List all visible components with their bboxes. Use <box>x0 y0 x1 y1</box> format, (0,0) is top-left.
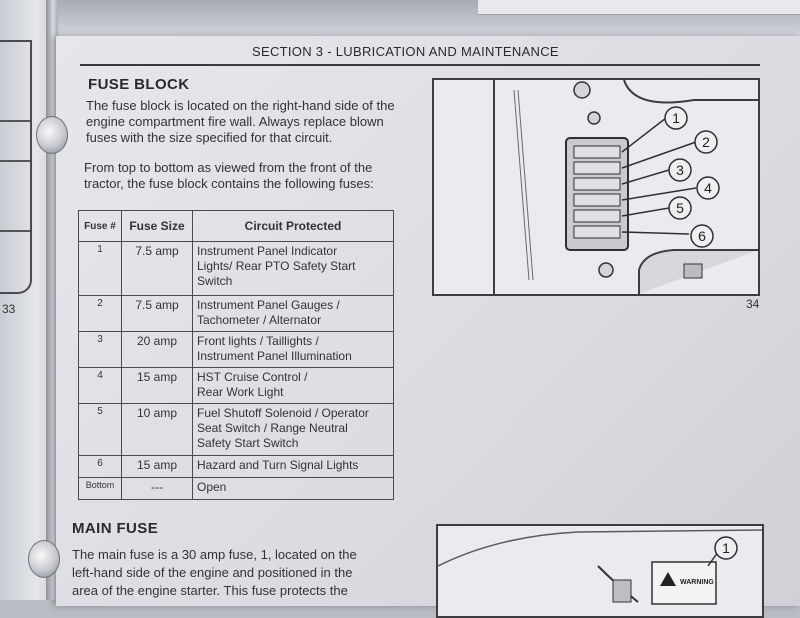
binder-ring-hole-icon <box>36 116 68 154</box>
text-line: area of the engine starter. This fuse protects the <box>72 583 348 598</box>
figure-line <box>0 230 30 232</box>
circuit-cell <box>193 332 394 368</box>
table-header-row <box>79 211 394 242</box>
fuse-number-cell: 5 <box>79 404 122 456</box>
circuit-line: Hazard and Turn Signal Lights <box>197 458 359 472</box>
table-row <box>79 332 394 368</box>
binder-ring-hole-icon <box>28 540 60 578</box>
table-row <box>79 368 394 404</box>
leader-line <box>622 118 666 152</box>
circuit-line: Safety Start Switch <box>197 436 299 450</box>
circuit-cell <box>193 242 394 296</box>
figure-line <box>0 160 30 162</box>
panel-edge-line <box>518 90 533 280</box>
main-fuse-illustration <box>438 526 762 616</box>
callout-label: 1 <box>672 110 680 126</box>
column-header-fuse-number: Fuse # <box>79 211 122 242</box>
text-line: The main fuse is a 30 amp fuse, 1, located on the <box>72 547 357 562</box>
fuse-number-cell: 4 <box>79 368 122 404</box>
circuit-line: HST Cruise Control / <box>197 370 308 384</box>
fuse-block-illustration <box>434 80 758 294</box>
column-header-circuit-protected: Circuit Protected <box>193 211 394 242</box>
panel-edge-line <box>624 80 758 103</box>
callout-label: 4 <box>704 180 712 196</box>
fuse-slot <box>574 210 620 222</box>
circuit-cell <box>193 456 394 478</box>
fuse-size-cell: --- <box>122 478 193 500</box>
circuit-cell <box>193 478 394 500</box>
fuse-block-paragraph-1 <box>86 98 395 146</box>
warning-decal-label: WARNING <box>680 579 714 586</box>
callout-5 <box>669 197 691 219</box>
callout-2 <box>695 131 717 153</box>
fuse-slot <box>574 178 620 190</box>
text-line: engine compartment fire wall. Always replace blown <box>86 114 384 129</box>
panel-edge-line <box>514 90 529 280</box>
table-row <box>79 404 394 456</box>
circuit-line: Tachometer / Alternator <box>197 313 322 327</box>
fuse-slot <box>574 162 620 174</box>
leader-line <box>622 170 669 184</box>
section-title: SECTION 3 - LUBRICATION AND MAINTENANCE <box>252 44 559 59</box>
table-row <box>79 456 394 478</box>
table-row <box>79 242 394 296</box>
circuit-line: Front lights / Taillights / <box>197 334 319 348</box>
bolt-icon <box>599 263 613 277</box>
figure-line <box>0 120 30 122</box>
text-line: left-hand side of the engine and positioned in the <box>72 565 353 580</box>
fuse-size-cell: 7.5 amp <box>122 242 193 296</box>
main-fuse-heading: MAIN FUSE <box>72 520 159 537</box>
circuit-cell <box>193 404 394 456</box>
circuit-line: Fuel Shutoff Solenoid / Operator <box>197 406 369 420</box>
callout-label: 5 <box>676 200 684 216</box>
bracket-shape <box>684 264 702 278</box>
fuse-block-paragraph-2 <box>84 160 374 192</box>
fuse-holder <box>613 580 631 602</box>
callout-1 <box>665 107 687 129</box>
fuse-number-cell: Bottom <box>79 478 122 500</box>
callout-label: 1 <box>722 540 730 556</box>
table-row <box>79 478 394 500</box>
table-row <box>79 296 394 332</box>
engine-outline <box>438 530 762 566</box>
fuse-size-cell: 20 amp <box>122 332 193 368</box>
fuse-slot <box>574 194 620 206</box>
circuit-line: Lights/ Rear PTO Safety Start <box>197 259 356 273</box>
fuse-slot <box>574 226 620 238</box>
circuit-line: Rear Work Light <box>197 385 284 399</box>
fuse-number-cell: 3 <box>79 332 122 368</box>
fuse-slot <box>574 146 620 158</box>
fuse-block-figure <box>432 78 760 296</box>
fuse-size-cell: 15 amp <box>122 368 193 404</box>
callout-3 <box>669 159 691 181</box>
circuit-cell <box>193 368 394 404</box>
callout-4 <box>697 177 719 199</box>
fuse-size-cell: 7.5 amp <box>122 296 193 332</box>
figure-number: 34 <box>746 297 760 311</box>
bolt-icon <box>588 112 600 124</box>
fuse-table <box>78 210 394 500</box>
next-sheet-edge <box>478 0 800 15</box>
callout-label: 3 <box>676 162 684 178</box>
leader-line <box>622 208 669 216</box>
circuit-line: Instrument Panel Illumination <box>197 349 352 363</box>
column-header-fuse-size: Fuse Size <box>122 211 193 242</box>
fuse-number-cell: 6 <box>79 456 122 478</box>
leader-line <box>622 232 689 234</box>
circuit-line: Switch <box>197 274 233 288</box>
text-line: The fuse block is located on the right-hand side of the <box>86 98 395 113</box>
fuse-block-heading: FUSE BLOCK <box>88 76 190 93</box>
text-line: tractor, the fuse block contains the following fuses: <box>84 176 374 191</box>
circuit-cell <box>193 296 394 332</box>
main-fuse-paragraph <box>72 546 357 600</box>
callout-label: 2 <box>702 134 710 150</box>
main-fuse-figure <box>436 524 764 618</box>
fuse-size-cell: 10 amp <box>122 404 193 456</box>
fuse-number-cell: 1 <box>79 242 122 296</box>
previous-page-edge <box>0 0 52 600</box>
previous-page-number: 33 <box>2 302 16 316</box>
circuit-line: Instrument Panel Indicator <box>197 244 338 258</box>
callout-6 <box>691 225 713 247</box>
header-rule <box>80 64 760 66</box>
previous-page-figure-frame <box>0 40 32 294</box>
circuit-line: Seat Switch / Range Neutral <box>197 421 348 435</box>
text-line: From top to bottom as viewed from the front of the <box>84 160 373 175</box>
circuit-line: Instrument Panel Gauges / <box>197 298 340 312</box>
fuse-number-cell: 2 <box>79 296 122 332</box>
bolt-icon <box>574 82 590 98</box>
text-line: fuses with the size specified for that circuit. <box>86 130 333 145</box>
callout-label: 6 <box>698 228 706 244</box>
circuit-line: Open <box>197 480 227 494</box>
fuse-size-cell: 15 amp <box>122 456 193 478</box>
